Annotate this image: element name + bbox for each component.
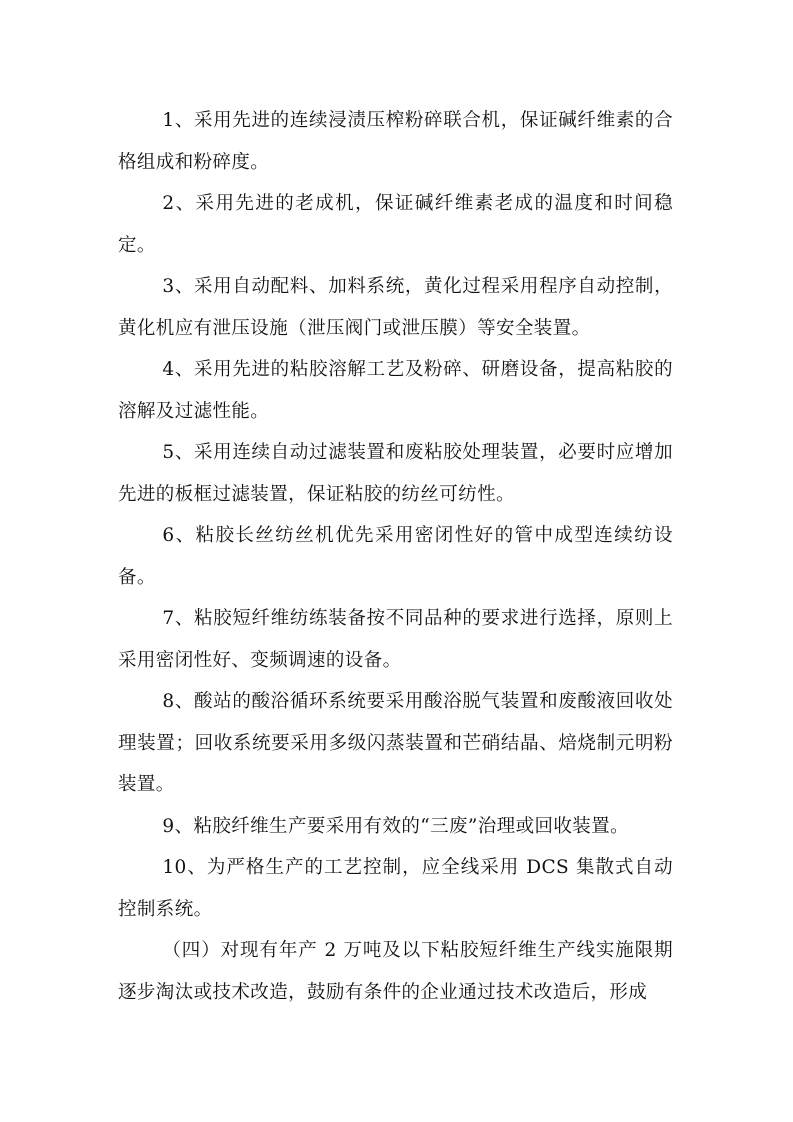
- paragraph-item-4: 4、采用先进的粘胶溶解工艺及粉碎、研磨设备，提高粘胶的溶解及过滤性能。: [118, 359, 673, 422]
- paragraph-item-1: 1、采用先进的连续浸渍压榨粉碎联合机，保证碱纤维素的合格组成和粉碎度。: [118, 110, 673, 173]
- paragraph-item-5: 5、采用连续自动过滤装置和废粘胶处理装置，必要时应增加先进的板框过滤装置，保证粘胶的纺丝可纺性。: [118, 442, 673, 505]
- paragraph-item-7: 7、粘胶短纤维纺练装备按不同品种的要求进行选择，原则上采用密闭性好、变频调速的设备。: [118, 608, 673, 671]
- document-body: [118, 100, 673, 1013]
- paragraph-item-9: 9、粘胶纤维生产要采用有效的“三废”治理或回收装置。: [162, 815, 629, 837]
- paragraph-item-8: 8、酸站的酸浴循环系统要采用酸浴脱气装置和废酸液回收处理装置；回收系统要采用多级闪蒸装置和芒硝结晶、焙烧制元明粉装置。: [118, 691, 673, 795]
- paragraph-item-2: 2、采用先进的老成机，保证碱纤维素老成的温度和时间稳定。: [118, 193, 673, 256]
- paragraph-section-4: （四）对现有年产 2 万吨及以下粘胶短纤维生产线实施限期逐步淘汰或技术改造，鼓励有条件的企业通过技术改造后，形成: [118, 940, 673, 1003]
- paragraph-item-3: 3、采用自动配料、加料系统，黄化过程采用程序自动控制，黄化机应有泄压设施（泄压阀门或泄压膜）等安全装置。: [118, 276, 673, 339]
- paragraph-item-10: 10、为严格生产的工艺控制，应全线采用 DCS 集散式自动控制系统。: [118, 857, 673, 920]
- paragraph-item-6: 6、粘胶长丝纺丝机优先采用密闭性好的管中成型连续纺设备。: [118, 525, 673, 588]
